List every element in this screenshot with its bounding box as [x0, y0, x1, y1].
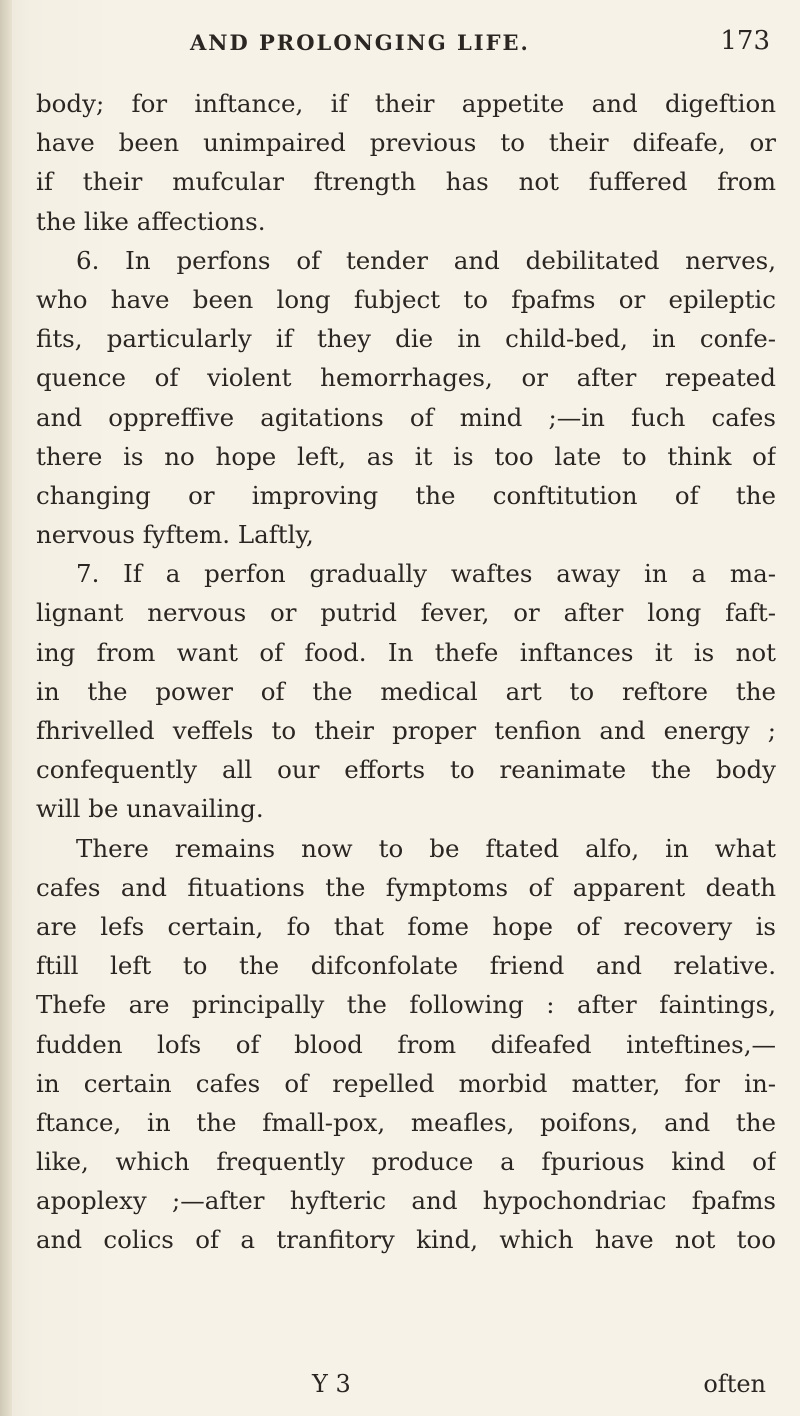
text-line: fudden lofs of blood from difeafed inteftines,—	[36, 1029, 776, 1059]
text-line: lignant nervous or putrid fever, or after long faft-	[36, 598, 776, 628]
paragraph-6-start: 6. In perfons of tender and debilitated nerves,	[76, 245, 776, 275]
text-line: fits, particularly if they die in child-bed, in confe-	[36, 324, 776, 354]
text-line: nervous fyftem. Laftly,	[36, 520, 314, 550]
page-gutter	[0, 0, 12, 1416]
page-footer	[36, 1370, 776, 1406]
text-line: ing from want of food. In thefe inftances it is not	[36, 637, 776, 667]
page-header	[150, 22, 770, 58]
page-number: 173	[720, 26, 770, 56]
catchword: often	[703, 1370, 766, 1398]
text-line: quence of violent hemorrhages, or after repeated	[36, 363, 776, 393]
text-line: apoplexy ;—after hyfteric and hypochondriac fpafms	[36, 1186, 776, 1216]
text-line: in certain cafes of repelled morbid matter, for in-	[36, 1068, 776, 1098]
paragraph-start: There remains now to be ftated alfo, in what	[76, 833, 776, 863]
text-line: and colics of a tranfitory kind, which have not too	[36, 1225, 776, 1255]
text-line: ftill left to the difconfolate friend and relative.	[36, 951, 776, 981]
text-line: ftance, in the fmall-pox, meafles, poifons, and the	[36, 1107, 776, 1137]
running-head: AND PROLONGING LIFE.	[190, 30, 530, 55]
text-line: and oppreffive agitations of mind ;—in fuch cafes	[36, 402, 776, 432]
text-line: if their mufcular ftrength has not fuffered from	[36, 167, 776, 197]
text-line: who have been long fubject to fpafms or epileptic	[36, 284, 776, 314]
text-line: confequently all our efforts to reanimate the body	[36, 755, 776, 785]
text-line: Thefe are principally the following : after faintings,	[36, 990, 776, 1020]
text-line: cafes and fituations the fymptoms of apparent death	[36, 872, 776, 902]
paragraph-7-start: 7. If a perfon gradually waftes away in a ma-	[76, 559, 776, 589]
text-line: the like affections.	[36, 206, 266, 236]
text-line: changing or improving the conftitution of the	[36, 480, 776, 510]
text-line: have been unimpaired previous to their difeafe, or	[36, 128, 776, 158]
body-text	[36, 84, 776, 1260]
text-line: will be unavailing.	[36, 794, 264, 824]
text-line: like, which frequently produce a fpurious kind of	[36, 1147, 776, 1177]
signature-mark: Y 3	[312, 1370, 351, 1398]
text-line: body; for inftance, if their appetite and digeftion	[36, 89, 776, 118]
text-line: in the power of the medical art to reftore the	[36, 676, 776, 706]
text-line: are lefs certain, fo that fome hope of recovery is	[36, 911, 776, 941]
text-line: there is no hope left, as it is too late to think of	[36, 441, 776, 471]
text-line: fhrivelled veffels to their proper tenfion and energy ;	[36, 716, 776, 745]
